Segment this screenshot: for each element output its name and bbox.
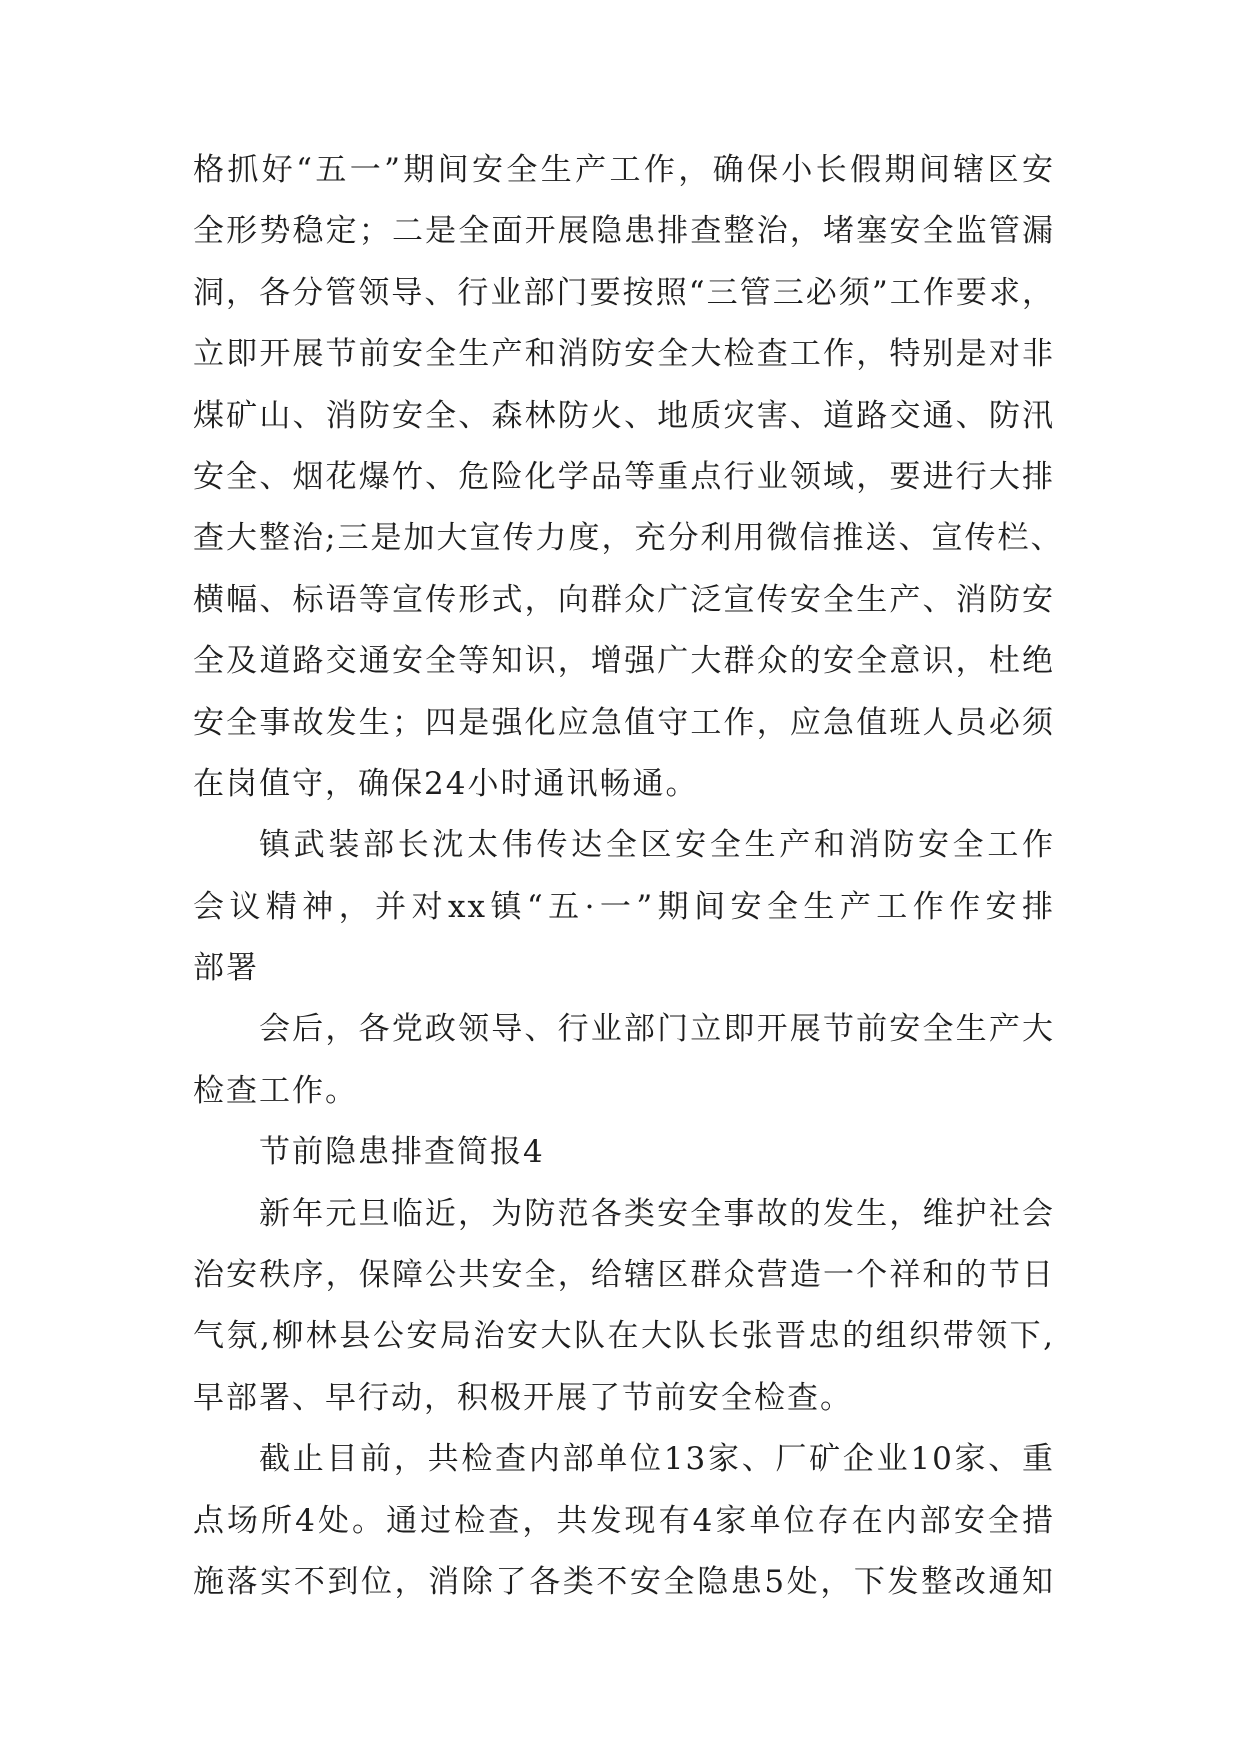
paragraph: [193, 999, 1055, 1122]
text-line: 点场所4处。通过检查，共发现有4家单位存在内部安全措: [193, 1502, 1055, 1539]
text-line: 横幅、标语等宣传形式，向群众广泛宣传安全生产、消防安: [193, 581, 1055, 618]
text-line: 查大整治;三是加大宣传力度，充分利用微信推送、宣传栏、: [193, 520, 1064, 557]
paragraph: [193, 815, 1055, 999]
text-line: 全形势稳定；二是全面开展隐患排查整治，堵塞安全监管漏: [193, 213, 1055, 250]
text-line: 截止目前，共检查内部单位13家、厂矿企业10家、重: [259, 1441, 1055, 1478]
text-line: 会后，各党政领导、行业部门立即开展节前安全生产大: [259, 1011, 1055, 1048]
text-line: 部署: [193, 950, 259, 987]
text-line: 早部署、早行动，积极开展了节前安全检查。: [193, 1379, 853, 1416]
section-heading: [193, 1122, 1055, 1183]
text-line: 格抓好“五一”期间安全生产工作，确保小长假期间辖区安: [193, 152, 1055, 188]
heading-text: 节前隐患排查简报4: [259, 1134, 545, 1171]
paragraph: [193, 1429, 1055, 1613]
text-line: 安全事故发生；四是强化应急值守工作，应急值班人员必须: [193, 704, 1055, 741]
text-line: 检查工作。: [193, 1072, 358, 1109]
text-line: 煤矿山、消防安全、森林防火、地质灾害、道路交通、防汛: [193, 397, 1055, 434]
text-line: 施落实不到位，消除了各类不安全隐患5处，下发整改通知: [193, 1563, 1055, 1600]
text-line: 治安秩序，保障公共安全，给辖区群众营造一个祥和的节日: [193, 1257, 1055, 1294]
paragraph: [193, 140, 1064, 815]
paragraph: [193, 1184, 1055, 1430]
text-line: 洞，各分管领导、行业部门要按照“三管三必须”工作要求，: [193, 274, 1055, 311]
document-body: [193, 140, 1064, 1613]
text-line: 新年元旦临近，为防范各类安全事故的发生，维护社会: [259, 1195, 1055, 1232]
text-line: 立即开展节前安全生产和消防安全大检查工作，特别是对非: [193, 336, 1055, 373]
text-line: 镇武装部长沈太伟传达全区安全生产和消防安全工作: [259, 827, 1055, 864]
text-line: 会议精神，并对xx镇“五·一”期间安全生产工作作安排: [193, 888, 1055, 925]
text-line: 在岗值守，确保24小时通讯畅通。: [193, 765, 699, 802]
text-line: 安全、烟花爆竹、危险化学品等重点行业领域，要进行大排: [193, 458, 1055, 495]
text-line: 全及道路交通安全等知识，增强广大群众的安全意识，杜绝: [193, 643, 1055, 680]
text-line: 气氛,柳林县公安局治安大队在大队长张晋忠的组织带领下,: [193, 1318, 1055, 1355]
